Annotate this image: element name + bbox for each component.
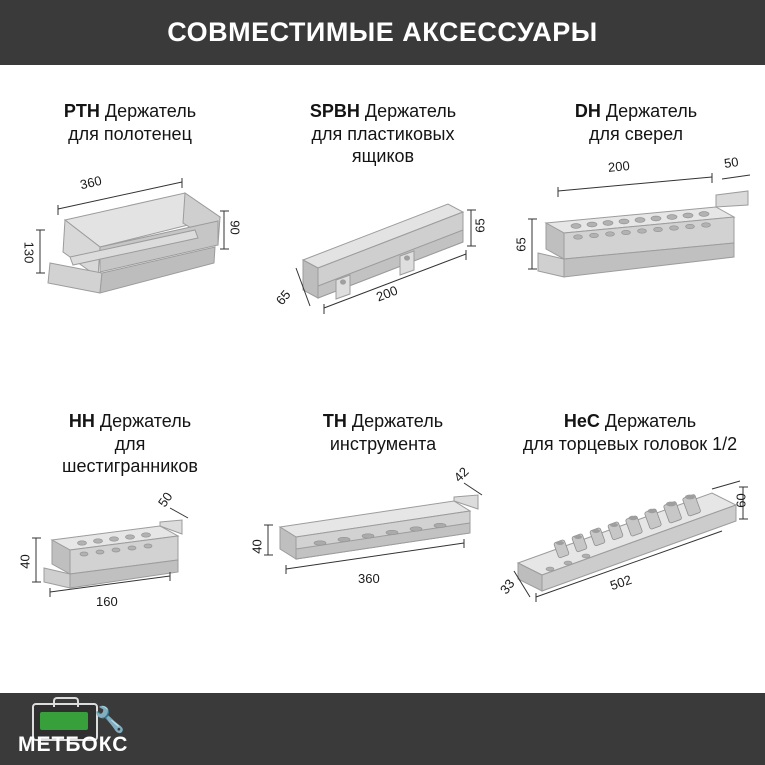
accessory-code-dh: DH [574, 101, 601, 121]
accessory-name-hh-line1: Держатель [99, 411, 192, 431]
accessory-code-hec: HeC [563, 411, 600, 431]
accessory-drawing-dh [513, 145, 756, 325]
accessory-drawing-hh [10, 478, 250, 618]
accessory-name-dh-line1: Держатель [605, 101, 698, 121]
accessory-caption-th [258, 410, 508, 455]
accessory-drawing-hec [496, 455, 760, 605]
accessory-name-spbh-line2: для пластиковых [311, 123, 455, 144]
accessory-drawing-spbh [258, 168, 508, 348]
brand-logo[interactable] [14, 701, 184, 757]
accessory-name-pth-line1: Держатель [104, 101, 197, 121]
accessory-code-spbh: SPBH [309, 101, 360, 121]
accessory-code-th: TH [322, 411, 347, 431]
accessory-caption-hh [10, 410, 250, 478]
accessory-name-th-line1: Держатель [351, 411, 444, 431]
dim-th-40: 40 [249, 539, 265, 554]
dh-illustration [513, 145, 756, 325]
accessory-caption-hec [500, 410, 760, 455]
th-illustration [258, 455, 508, 595]
accessory-card-th[interactable] [249, 410, 508, 595]
accessory-name-th-line2: инструмента [329, 433, 437, 454]
dim-spbh-65-d: 65 [272, 286, 294, 308]
accessory-name-spbh-line1: Держатель [364, 101, 457, 121]
dim-hh-40: 40 [17, 553, 33, 569]
accessory-card-dh[interactable] [513, 100, 756, 325]
page-footer [0, 693, 765, 765]
accessory-name-hec-line2: для торцевых головок 1/2 [522, 433, 738, 454]
page-header [0, 0, 765, 65]
dim-hec-502: 502 [608, 571, 634, 594]
accessory-caption-dh [516, 100, 756, 145]
dim-dh-50: 50 [723, 154, 740, 171]
accessory-name-dh-line2: для сверел [588, 123, 684, 144]
dim-spbh-200: 200 [374, 282, 400, 304]
accessory-drawing-th [249, 455, 508, 595]
accessory-name-hh-line2: для [114, 433, 146, 454]
dim-dh-200: 200 [607, 158, 631, 175]
accessory-card-hh[interactable] [10, 410, 250, 618]
pth-illustration [10, 145, 250, 345]
accessory-card-spbh[interactable] [258, 100, 508, 348]
accessory-name-spbh-line3: ящиков [351, 146, 415, 166]
spbh-illustration [258, 168, 508, 348]
accessory-drawing-pth [10, 145, 250, 345]
accessory-caption-spbh [258, 100, 508, 168]
dim-th-42: 42 [450, 464, 472, 485]
accessory-grid [0, 65, 765, 693]
dim-hec-33: 33 [496, 576, 518, 597]
wrench-icon: 🔧 [94, 706, 126, 734]
dim-th-360: 360 [358, 571, 380, 586]
brand-name: МЕТБОКС [18, 733, 129, 756]
dim-pth-360: 360 [78, 172, 104, 193]
accessory-card-pth[interactable] [10, 100, 250, 345]
dim-hh-160: 160 [96, 593, 118, 609]
dim-hh-50: 50 [154, 488, 176, 510]
page-title: СОВМЕСТИМЫЕ АКСЕССУАРЫ [167, 17, 598, 47]
accessory-name-hh-line3: шестигранников [62, 456, 198, 476]
accessory-name-hec-line1: Держатель [604, 411, 697, 431]
dim-spbh-65-h: 65 [472, 217, 488, 233]
dim-pth-90: 90 [227, 220, 243, 235]
accessory-card-hec[interactable] [496, 410, 760, 605]
accessory-caption-pth [10, 100, 250, 145]
dim-dh-65: 65 [513, 237, 529, 252]
accessory-name-pth-line2: для полотенец [68, 123, 192, 144]
dim-pth-130: 130 [21, 241, 37, 264]
dim-hec-60: 60 [733, 493, 749, 508]
accessory-code-pth: PTH [63, 101, 100, 121]
accessory-code-hh: HH [68, 411, 95, 431]
hh-illustration [10, 478, 250, 618]
